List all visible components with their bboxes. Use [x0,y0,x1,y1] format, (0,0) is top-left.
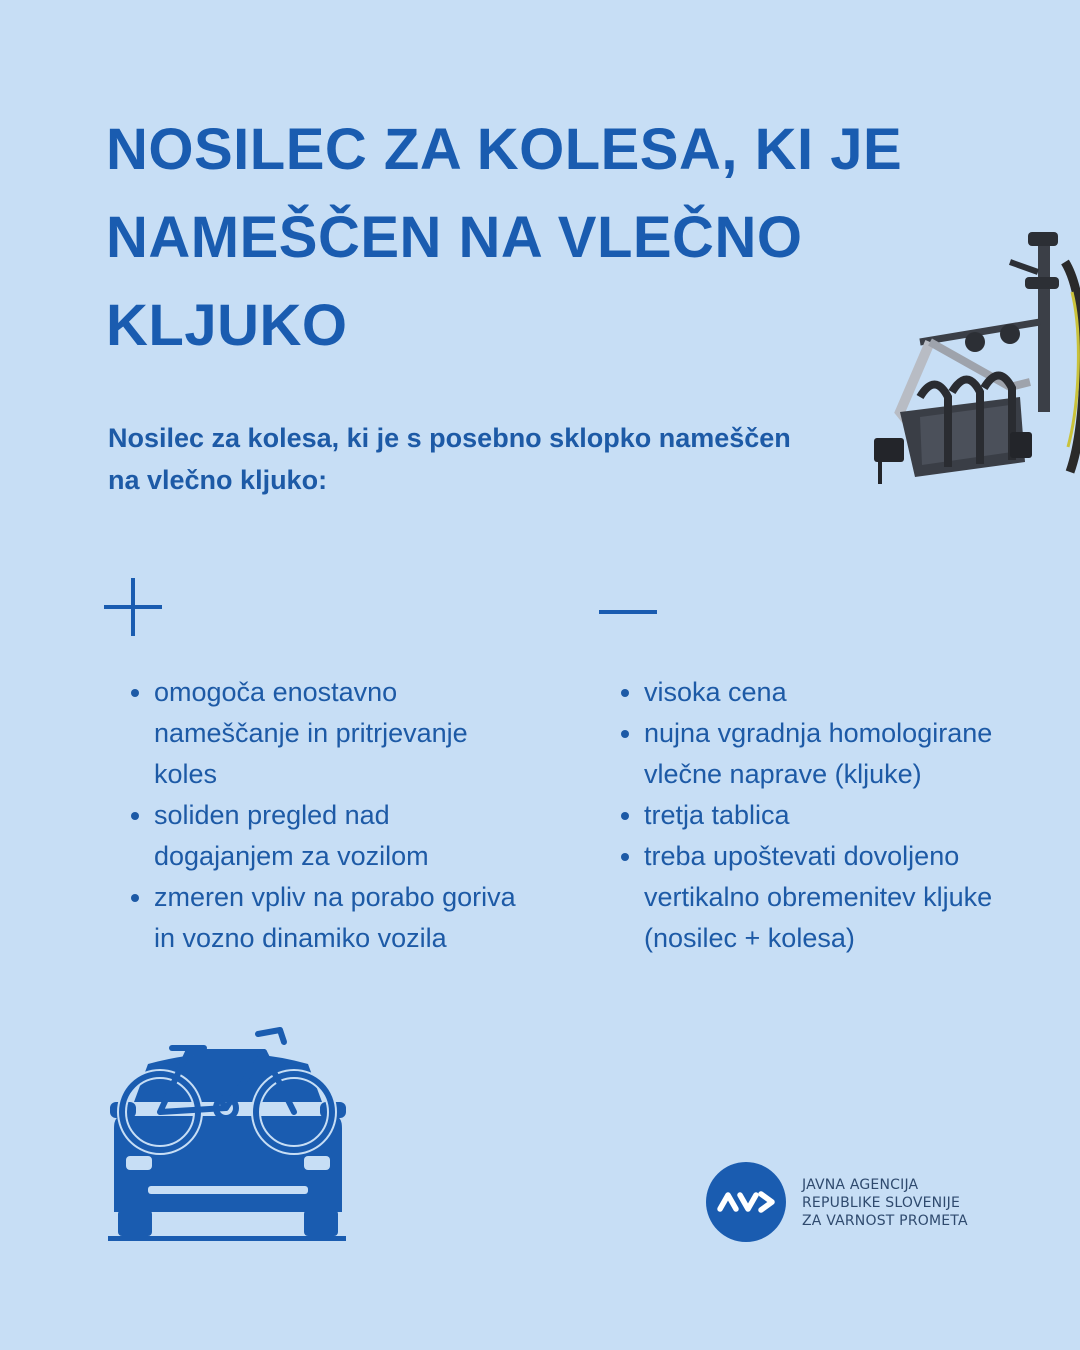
agency-name [802,1176,968,1230]
pros-item: omogoča enostavno nameščanje in pritrjevanje koles [108,672,528,795]
page-subtitle: Nosilec za kolesa, ki je s posebno sklopko nameščen na vlečno kljuko: [108,423,791,495]
pros-item: zmeren vpliv na porabo goriva in vozno dinamiko vozila [108,877,528,959]
bike-rack-photo [860,222,1080,492]
car-with-bike-icon [108,1024,348,1242]
agency-line-3: ZA VARNOST PROMETA [802,1213,968,1229]
agency-line-1: JAVNA AGENCIJA [802,1177,919,1193]
page-title: NOSILEC ZA KOLESA, KI JE NAMEŠČEN NA VLEČNO KLJUKO [106,117,903,358]
plus-icon [104,578,162,636]
pros-item: soliden pregled nad dogajanjem za vozilom [108,795,528,877]
cons-item: nujna vgradnja homologirane vlečne naprave (kljuke) [598,713,1018,795]
pros-list [108,672,528,959]
cons-item: treba upoštevati dovoljeno vertikalno obremenitev kljuke (nosilec + kolesa) [598,836,1018,959]
cons-list [598,672,1018,959]
cons-item: tretja tablica [598,795,1018,836]
agency-logo [706,1162,786,1242]
minus-icon [599,610,657,614]
agency-line-2: REPUBLIKE SLOVENIJE [802,1195,961,1211]
cons-item: visoka cena [598,672,1018,713]
